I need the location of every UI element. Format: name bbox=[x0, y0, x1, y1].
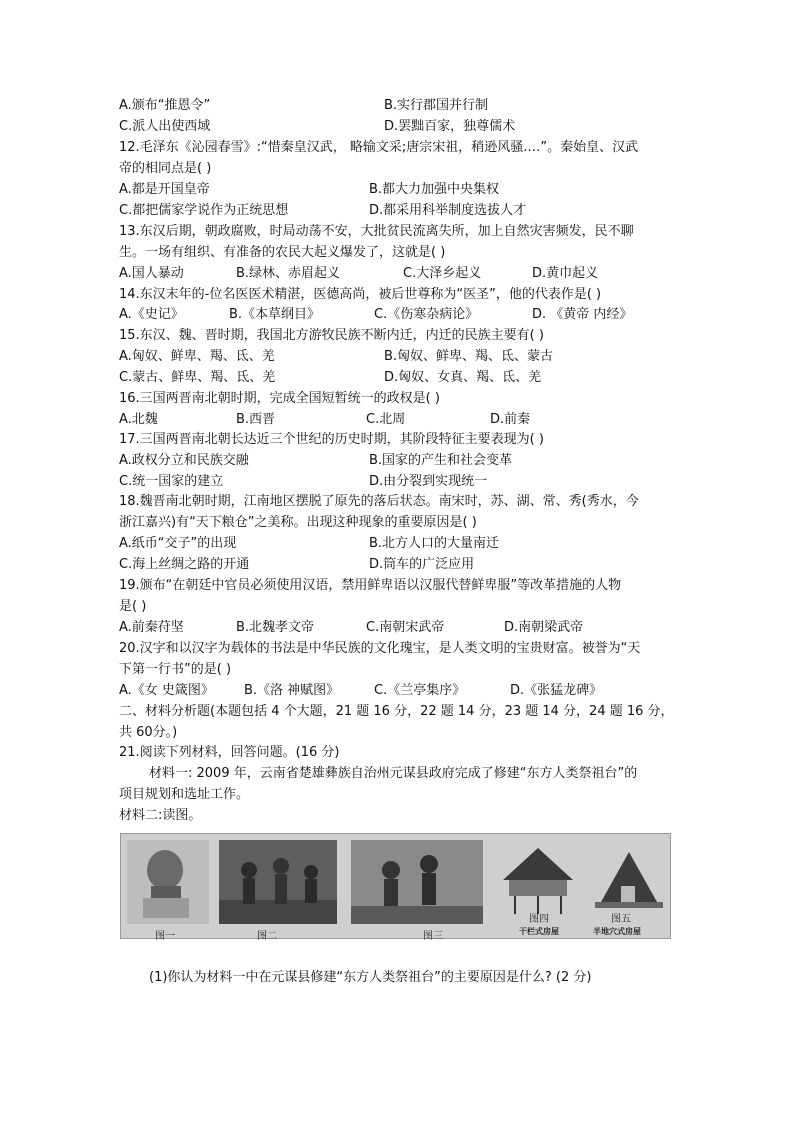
figure2-primitive-people-photo bbox=[219, 840, 337, 924]
q14-option-b: B.《本草纲目》 bbox=[229, 307, 321, 322]
q20-stem-line2: 下第一行书”的是( ) bbox=[119, 662, 232, 677]
q12-stem-line2: 帝的相同点是( ) bbox=[119, 161, 212, 176]
q14-option-c: C.《伤寒杂病论》 bbox=[374, 307, 479, 322]
q12-option-a: A.都是开国皇帝 bbox=[119, 182, 210, 197]
q21-subquestion-1: (1)你认为材料一中在元谋县修建“东方人类祭祖台”的主要原因是什么? (2 分) bbox=[149, 970, 592, 985]
q12-stem-line1: 12.毛泽东《沁园春雪》:“惜秦皇汉武， 略输文采;唐宗宋祖，稍逊风骚.…”。秦始皇、汉武 bbox=[119, 140, 639, 155]
q11-option-c: C.派人出使西域 bbox=[119, 119, 211, 134]
q13-option-a: A.国人暴动 bbox=[119, 266, 184, 281]
q18-option-b: B.北方人口的大量南迁 bbox=[369, 536, 500, 551]
q19-stem-line1: 19.颁布“在朝廷中官员必须使用汉语，禁用鲜卑语以汉服代替鲜卑服”等改革措施的人物 bbox=[119, 578, 622, 593]
q11-option-b: B.实行郡国并行制 bbox=[384, 98, 489, 113]
q15-option-b: B.匈奴、鲜卑、羯、氐、蒙古 bbox=[384, 349, 554, 364]
q20-option-c: C.《兰亭集序》 bbox=[374, 683, 466, 698]
q12-option-c: C.都把儒家学说作为正统思想 bbox=[119, 203, 289, 218]
q14-option-a: A.《史记》 bbox=[119, 307, 184, 322]
q16-option-b: B.西晋 bbox=[236, 412, 276, 427]
q11-option-a: A.颁布“推恩令” bbox=[119, 98, 211, 113]
q13-option-d: D.黄巾起义 bbox=[532, 266, 599, 281]
q18-stem-line2: 浙江嘉兴)有“天下粮仓”之美称。出现这种现象的重要原因是( ) bbox=[119, 515, 477, 530]
q21-material1-line2: 项目规划和选址工作。 bbox=[119, 787, 250, 802]
q13-option-c: C.大泽乡起义 bbox=[403, 266, 482, 281]
q19-option-c: C.南朝宋武帝 bbox=[366, 620, 445, 635]
q19-option-b: B.北魏孝文帝 bbox=[236, 620, 315, 635]
q17-option-b: B.国家的产生和社会变革 bbox=[369, 453, 513, 468]
q18-option-a: A.纸币“交子”的出现 bbox=[119, 536, 237, 551]
q20-stem-line1: 20.汉字和以汉字为载体的书法是中华民族的文化瑰宝，是人类文明的宝贵财富。被誉为“天 bbox=[119, 641, 641, 656]
q21-material2: 材料二:读图。 bbox=[119, 808, 202, 823]
q20-option-d: D.《张猛龙碑》 bbox=[510, 683, 603, 698]
q13-stem-line2: 生。一场有组织、有准备的农民大起义爆发了，这就是( ) bbox=[119, 245, 446, 260]
q20-option-a: A.《女 史箴图》 bbox=[119, 683, 214, 698]
figure1-skull-photo bbox=[127, 840, 209, 924]
q16-option-c: C.北周 bbox=[366, 412, 406, 427]
q14-option-d: D. 《黄帝 内经》 bbox=[532, 307, 633, 322]
q13-stem-line1: 13.东汉后期，朝政腐败，时局动荡不安，大批贫民流离失所，加上自然灾害频发，民不聊 bbox=[119, 224, 634, 239]
q15-option-d: D.匈奴、女真、羯、氐、羌 bbox=[384, 370, 542, 385]
q16-stem: 16.三国两晋南北朝时期，完成全国短暂统一的政权是( ) bbox=[119, 391, 440, 406]
q11-option-d: D.罢黜百家，独尊儒术 bbox=[384, 119, 516, 134]
q15-option-c: C.蒙古、鲜卑、羯、氐、羌 bbox=[119, 370, 276, 385]
q20-option-b: B.《洛 神赋图》 bbox=[244, 683, 340, 698]
q19-stem-line2: 是( ) bbox=[119, 599, 147, 614]
figure5-caption: 图五 bbox=[611, 914, 631, 925]
q17-stem: 17.三国两晋南北朝长达近三个世纪的历史时期，其阶段特征主要表现为( ) bbox=[119, 432, 544, 447]
section2-heading-line1: 二、材料分析题(本题包括 4 个大题，21 题 16 分，22 题 14 分，23 题 14 分，24 题 16 分， bbox=[119, 704, 674, 719]
q19-option-a: A.前秦苻坚 bbox=[119, 620, 184, 635]
section2-heading-line2: 共 60分。) bbox=[119, 725, 178, 740]
q21-material1-line1: 材料一: 2009 年，云南省楚雄彝族自治州元谋县政府完成了修建“东方人类祭祖台”的 bbox=[149, 766, 638, 781]
figure1-caption: 图一 bbox=[155, 931, 175, 942]
q21-stem: 21.阅读下列材料，回答问题。(16 分) bbox=[119, 745, 340, 760]
material-image-strip bbox=[120, 833, 671, 942]
q16-option-a: A.北魏 bbox=[119, 412, 158, 427]
figure2-caption: 图二 bbox=[257, 931, 277, 942]
figure3-caption: 图三 bbox=[423, 931, 443, 942]
q18-stem-line1: 18.魏晋南北朝时期，江南地区摆脱了原先的落后状态。南宋时，苏、湖、常、秀(秀水，今 bbox=[119, 494, 639, 509]
figure5-subcaption: 半地穴式房屋 bbox=[593, 926, 641, 936]
q17-option-d: D.由分裂到实现统一 bbox=[369, 474, 488, 489]
figure4-subcaption: 干栏式房屋 bbox=[519, 926, 559, 936]
q19-option-d: D.南朝梁武帝 bbox=[504, 620, 584, 635]
q12-option-b: B.都大力加强中央集权 bbox=[369, 182, 500, 197]
q18-option-c: C.海上丝绸之路的开通 bbox=[119, 557, 250, 572]
q16-option-d: D.前秦 bbox=[490, 412, 531, 427]
q13-option-b: B.绿林、赤眉起义 bbox=[236, 266, 341, 281]
q17-option-a: A.政权分立和民族交融 bbox=[119, 453, 249, 468]
q15-option-a: A.匈奴、鲜卑、羯、氐、羌 bbox=[119, 349, 275, 364]
q12-option-d: D.都采用科举制度选拔人才 bbox=[369, 203, 527, 218]
figure4-caption: 图四 bbox=[529, 914, 549, 925]
q14-stem: 14.东汉末年的-位名医医术精湛，医德高尚，被后世尊称为“医圣”，他的代表作是( ) bbox=[119, 287, 602, 302]
q18-option-d: D.筒车的广泛应用 bbox=[369, 557, 475, 572]
q15-stem: 15.东汉、魏、晋时期，我国北方游牧民族不断内迁，内迁的民族主要有( ) bbox=[119, 328, 544, 343]
figure3-primitive-people-photo bbox=[351, 840, 483, 924]
q17-option-c: C.统一国家的建立 bbox=[119, 474, 224, 489]
